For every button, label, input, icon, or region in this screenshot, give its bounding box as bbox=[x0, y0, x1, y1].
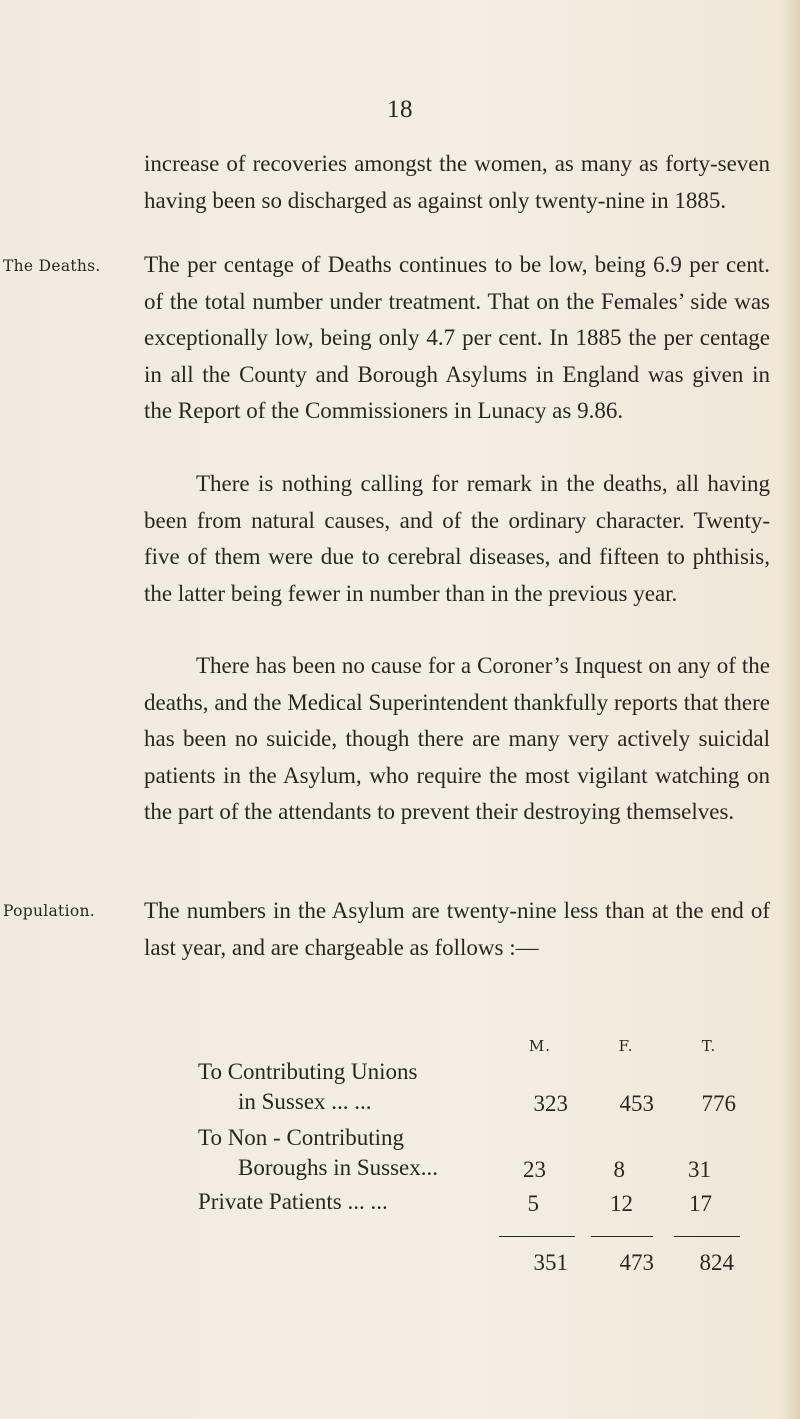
table-cell-f: 12 bbox=[610, 1191, 633, 1216]
table-row-label: in Sussex ... ... bbox=[238, 1089, 372, 1114]
margin-note-population: Population. bbox=[3, 902, 95, 920]
paragraph-recoveries: increase of recoveries amongst the women, as many as forty-seven having been so discharged as against only twenty-nine in 1885. bbox=[144, 151, 770, 213]
paragraph-coroner-inquest: There has been no cause for a Coroner’s Inquest on any of the deaths, and the Medical Superintendent thankfully reports that there has been no suicide, though there are many very actively suicidal patients in the Asylum, who require the most vigilant watching on the part of the attendants to prevent their destroying themselves. bbox=[144, 653, 770, 825]
table-cell-m: 5 bbox=[527, 1191, 539, 1216]
table-cell-t: 776 bbox=[701, 1091, 736, 1116]
total-rule-f bbox=[591, 1236, 653, 1237]
paragraph-deaths-percentage: The per centage of Deaths continues to be low, being 6.9 per cent. of the total number under treatment. That on the Females’ side was exceptionally low, being only 4.7 per cent. In 1885 the per centage in all the County and Borough Asylums in England was given in the Report of the Commissioners in Lunacy as 9.86. bbox=[144, 252, 770, 424]
page-edge-shading bbox=[782, 0, 800, 1419]
table-row-label: To Contributing Unions bbox=[198, 1059, 418, 1084]
table-header-males: M. bbox=[528, 1037, 552, 1055]
table-header-total: T. bbox=[701, 1037, 717, 1055]
total-rule-t bbox=[674, 1236, 740, 1237]
table-row-label: Boroughs in Sussex... bbox=[238, 1155, 438, 1180]
margin-note-deaths: The Deaths. bbox=[3, 257, 101, 275]
paragraph-population: The numbers in the Asylum are twenty-nine less than at the end of last year, and are chargeable as follows :— bbox=[144, 898, 770, 960]
table-row-label: To Non - Contributing bbox=[198, 1125, 405, 1150]
table-header-females: F. bbox=[618, 1037, 634, 1055]
table-row-label: Private Patients ... ... bbox=[198, 1189, 388, 1214]
table-cell-m: 323 bbox=[533, 1091, 568, 1116]
table-cell-f: 453 bbox=[619, 1091, 654, 1116]
table-cell-t: 31 bbox=[688, 1157, 711, 1182]
table-cell-t: 17 bbox=[689, 1191, 712, 1216]
table-cell-f: 8 bbox=[613, 1157, 625, 1182]
paragraph-deaths-causes: There is nothing calling for remark in the deaths, all having been from natural causes, and of the ordinary character. Twenty-five of them were due to cerebral diseases, and fifteen to phthisis, the latter being fewer in number than in the previous year. bbox=[144, 471, 770, 606]
table-cell-m: 23 bbox=[523, 1157, 546, 1182]
total-rule-m bbox=[499, 1236, 575, 1237]
table-total-f: 473 bbox=[619, 1250, 654, 1275]
table-total-m: 351 bbox=[533, 1250, 568, 1275]
page-number: 18 bbox=[387, 96, 413, 123]
table-total-t: 824 bbox=[699, 1250, 734, 1275]
